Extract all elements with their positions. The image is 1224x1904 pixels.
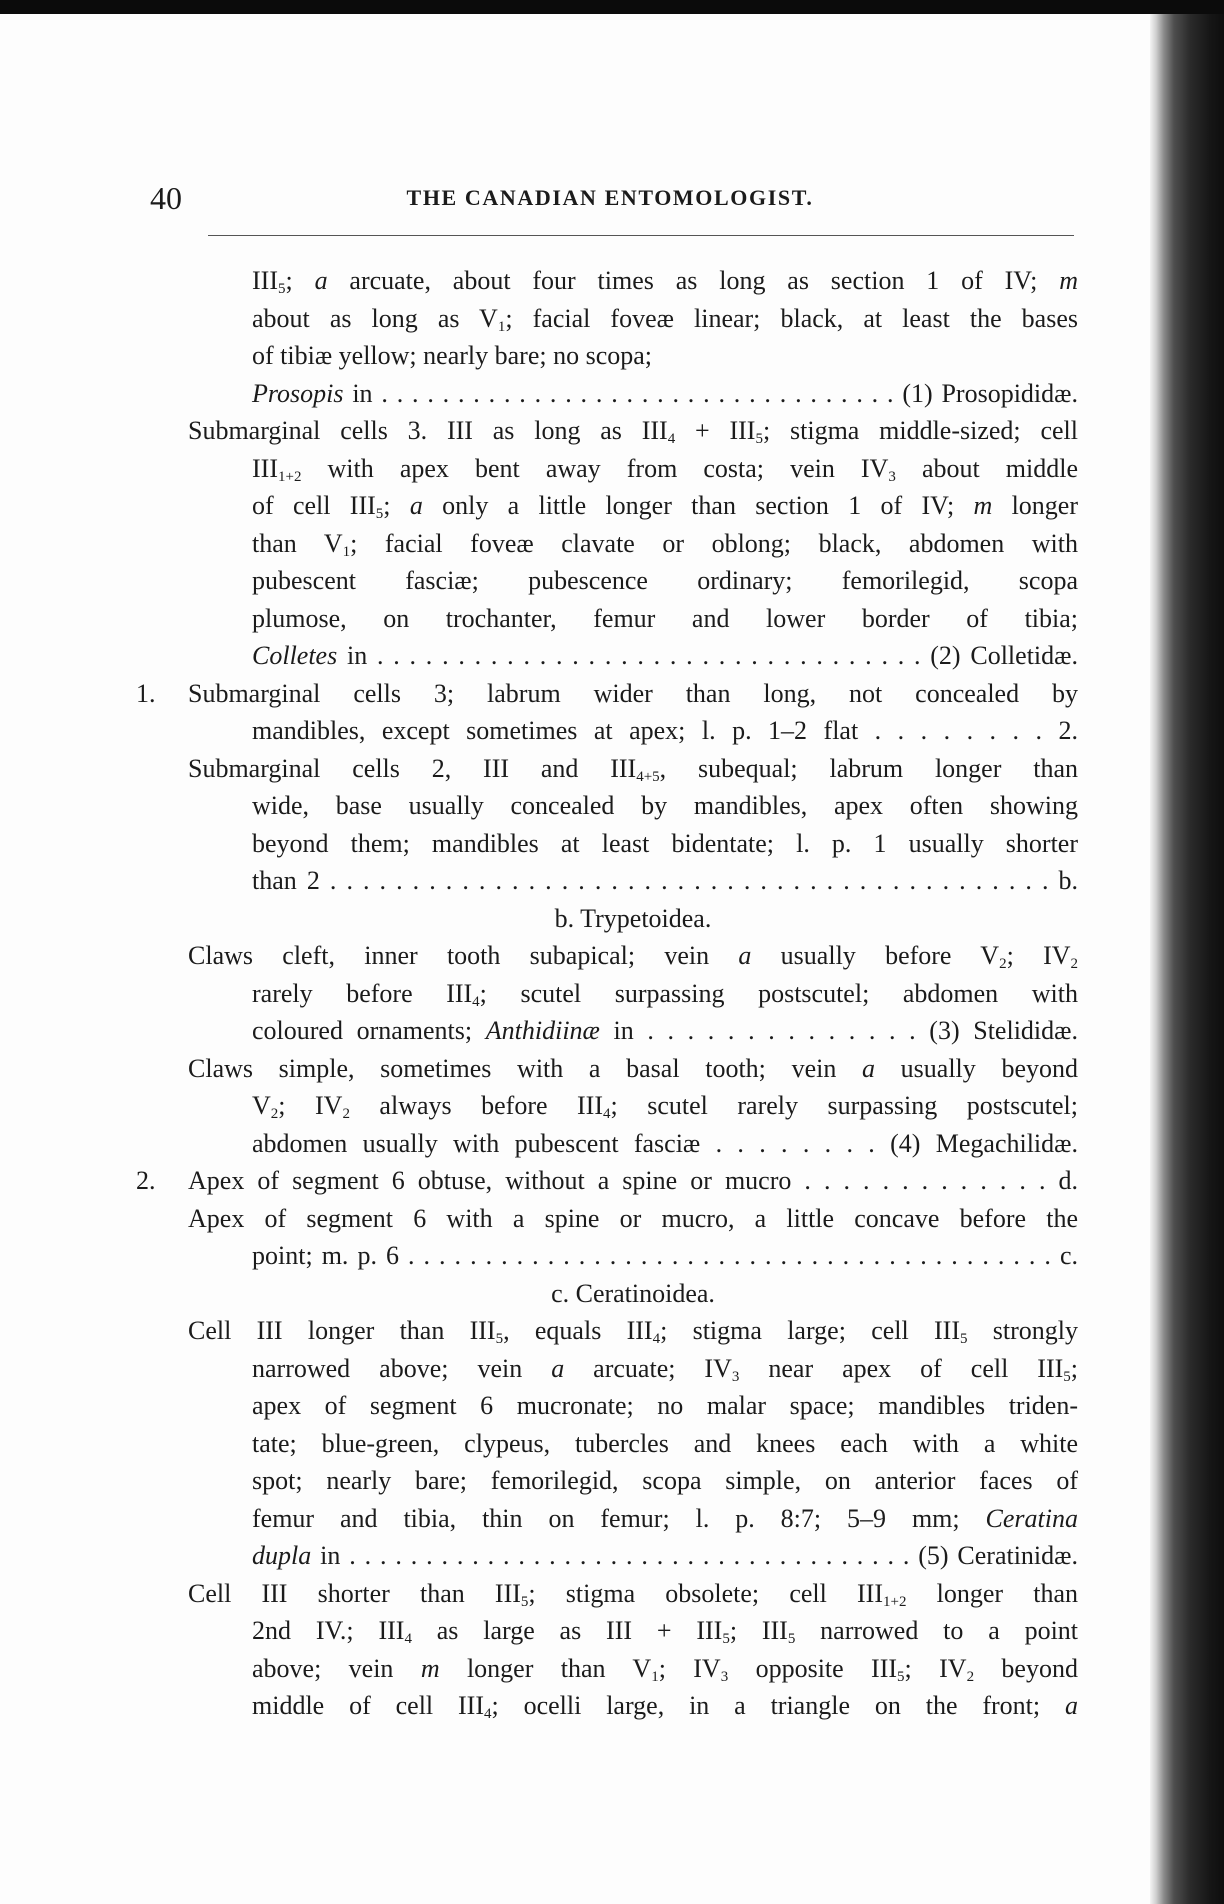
text-line: Cell III shorter than $III_5$; stigma obsolete; cell $III_{1+2}$ longer than: [188, 1578, 1078, 1610]
text-line: Prosopis in . . . . . . . . . . . . . . . . . . . . . . . . . . . . . . . . . . (1) Prosopididæ.: [252, 378, 1078, 408]
text-line: plumose, on trochanter, femur and lower border of tibia;: [252, 603, 1078, 633]
page-number: 40: [150, 180, 182, 216]
key-couplet-2-alt: [188, 1200, 1078, 1238]
text-line: about as long as $V_1$; facial foveæ linear; black, at least the bases: [252, 303, 1078, 335]
text-line: spot; nearly bare; femorilegid, scopa simple, on anterior faces of: [252, 1466, 1078, 1495]
text-line: dupla in . . . . . . . . . . . . . . . . . . . . . . . . . . . . . . . . . . . . . (5) Ceratinidæ.: [252, 1541, 1078, 1570]
key-couplet-1-alt: [188, 750, 1078, 788]
text-line: femur and tibia, thin on femur; l. p. 8:7; 5–9 mm; Ceratina: [252, 1503, 1078, 1533]
text-line: pubescent fasciæ; pubescence ordinary; femorilegid, scopa: [252, 566, 1078, 595]
couplet-number: 2.: [136, 1166, 156, 1195]
text-line: Claws simple, sometimes with a basal tooth; vein a usually beyond: [188, 1053, 1078, 1083]
text-line: of cell $III_5$; a only a little longer than section 1 of IV; m longer: [252, 491, 1079, 522]
running-title: THE CANADIAN ENTOMOLOGIST.: [406, 185, 814, 210]
text-line: Submarginal cells 3; labrum wider than long, not concealed by: [188, 678, 1078, 708]
text-line: $V_2$; $IV_2$ always before $III_4$; scutel rarely surpassing postscutel;: [252, 1091, 1078, 1122]
text-line: than 2 . . . . . . . . . . . . . . . . . . . . . . . . . . . . . . . . . . . . . . . . . . . . b.: [252, 866, 1078, 895]
text-line: middle of cell $III_4$; ocelli large, in a triangle on the front; a: [252, 1691, 1078, 1722]
key-entry-final: [188, 1575, 1078, 1613]
text-line: $III_5$; a arcuate, about four times as long as section 1 of IV; m: [252, 266, 1078, 297]
text-line: apex of segment 6 mucronate; no malar space; mandibles triden-: [252, 1391, 1078, 1420]
text-line: beyond them; mandibles at least bidentate; l. p. 1 usually shorter: [252, 828, 1078, 858]
top-border: [0, 0, 1224, 14]
text-line: abdomen usually with pubescent fasciæ . . . . . . . . (4) Megachilidæ.: [252, 1128, 1078, 1158]
text-line: of tibiæ yellow; nearly bare; no scopa;: [252, 341, 653, 370]
text-line: Cell III longer than $III_5$, equals $III_4$; stigma large; cell $III_5$ strongly: [188, 1316, 1078, 1347]
text-line: 2nd IV.; $III_4$ as large as III + $III_5$; $III_5$ narrowed to a point: [252, 1616, 1079, 1647]
text-line: than $V_1$; facial foveæ clavate or oblong; black, abdomen with: [252, 528, 1078, 560]
key-entry-megachilidae: [188, 1050, 1078, 1088]
text-line: rarely before $III_4$; scutel surpassing postscutel; abdomen with: [252, 978, 1078, 1010]
book-spine-shadow: [1150, 14, 1224, 1904]
text-line: Colletes in . . . . . . . . . . . . . . . . . . . . . . . . . . . . . . . . . . (2) Colletidæ.: [252, 641, 1078, 670]
text-line: narrowed above; vein a arcuate; $IV_3$ near apex of cell $III_5$;: [252, 1353, 1079, 1385]
key-couplet-1: [136, 675, 1078, 713]
section-heading-c: c. Ceratinoidea.: [551, 1278, 715, 1308]
text-line: Submarginal cells 2, III and $III_{4+5}$, subequal; labrum longer than: [188, 753, 1078, 785]
text-line: Apex of segment 6 obtuse, without a spine or mucro . . . . . . . . . . . . . d.: [188, 1166, 1078, 1195]
text-line: above; vein m longer than $V_1$; $IV_3$ opposite $III_5$; $IV_2$ beyond: [252, 1653, 1078, 1685]
section-heading-b: b. Trypetoidea.: [554, 903, 712, 933]
text-line: $III_{1+2}$ with apex bent away from costa; vein $IV_3$ about middle: [252, 453, 1078, 485]
text-line: Apex of segment 6 with a spine or mucro, a little concave before the: [188, 1203, 1078, 1233]
text-line: mandibles, except sometimes at apex; l. p. 1–2 flat . . . . . . . . 2.: [252, 716, 1078, 745]
text-line: Claws cleft, inner tooth subapical; vein a usually before $V_2$; $IV_2$: [188, 941, 1078, 972]
key-entry-colletidae: [188, 412, 1078, 450]
text-line: coloured ornaments; Anthidiinæ in . . . . . . . . . . . . . . (3) Stelididæ.: [252, 1016, 1078, 1045]
header-rule: [208, 235, 1074, 236]
key-couplet-2: [136, 1162, 1078, 1200]
text-line: Submarginal cells 3. III as long as $III_4 + III_5$; stigma middle-sized; cell: [188, 416, 1078, 447]
couplet-number: 1.: [136, 678, 156, 708]
key-entry-stelididae: [188, 937, 1078, 975]
key-entry-ceratinidae: [188, 1312, 1078, 1350]
text-line: point; m. p. 6 . . . . . . . . . . . . . . . . . . . . . . . . . . . . . . . . . . . . . . . . . . c.: [252, 1241, 1078, 1270]
text-line: wide, base usually concealed by mandibles, apex often showing: [252, 791, 1078, 820]
page-body: [0, 262, 1150, 1725]
text-line: tate; blue-green, clypeus, tubercles and knees each with a white: [252, 1428, 1078, 1458]
